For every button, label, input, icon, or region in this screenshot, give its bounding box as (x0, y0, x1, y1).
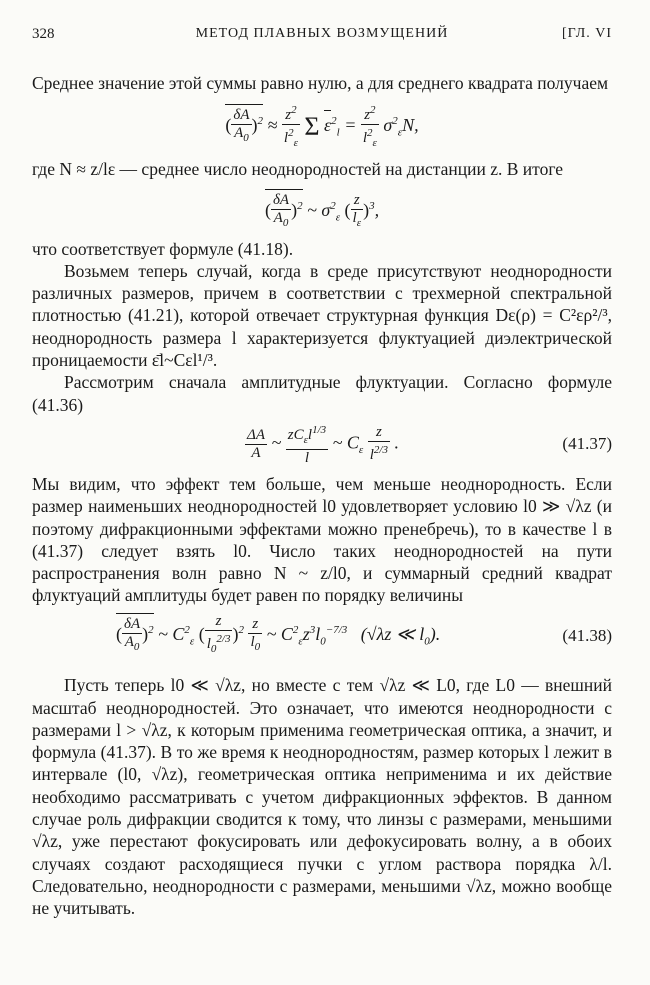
paragraph-5: Рассмотрим сначала амплитудные флуктуации. Согласно формуле (41.36) (32, 372, 612, 415)
chapter-label: [ГЛ. VI (562, 26, 612, 41)
paragraph-3: что соответствует формуле (41.18). (32, 238, 294, 259)
paragraph-1: Среднее значение этой суммы равно нулю, а для среднего квадрата получаем (32, 73, 609, 93)
page (32, 26, 612, 920)
paragraph-6: Мы видим, что эффект тем больше, чем меньше неоднородность. Если размер наименьших неоднородностей l0 удовлетворяет условию l0 ≫ √λz (и поэтому дифракционными эффектами можно пренебречь), то в качестве l в (41.37) следует взять l0. Число таких неоднородностей на пути распространения волн равно N ~ z/l0, и суммарный средний квадрат флуктуаций амплитуды будет равен по порядку величины (32, 473, 612, 606)
running-title: МЕТОД ПЛАВНЫХ ВОЗМУЩЕНИЙ (195, 26, 449, 41)
equation-number-41-37: (41.37) (562, 434, 612, 454)
equation-1: ( $\frac{\delta A}{A_0}$ )$^2$ ≈ $\frac{z^2}{l^2_\varepsilon}$ Σ $\varepsilon^2_l$ = $\frac{z^2}{l^2_\varepsilon}$ $\sigma^2_\varepsilon N$, (225, 104, 419, 150)
paragraph-7: Пусть теперь l0 ≪ √λz, но вместе с тем √λz ≪ L0, где L0 — внешний масштаб неоднородностей. Это означает, что имеются неоднородности с размерами l > √λz, к которым применима геометрическая оптика, а значит, и формула (41.37). В то же время к неоднородностям, размер которых l лежит в интервале (l0, √λz), геометрическая оптика неприменима и их действие необходимо рассматривать с учетом дифракционных эффектов. В данном случае роль дифракции сводится к тому, что линзы с размерами, меньшими √λz, уже перестают фокусировать или дефокусировать волну, а в обоих случаях создают расходящиеся пучки с углом раствора порядка λ/l. Следовательно, неоднородности с размерами, меньшими √λz, можно вообще не учитывать. (32, 675, 612, 919)
paragraph-4: Возьмем теперь случай, когда в среде присутствуют неоднородности различных размеров, причем в соответствии с трехмерной спектральной плотностью (41.21), которой отвечает структурная функция Dε(ρ) = C²ερ²/³, неоднородность размера l характеризуется флуктуацией диэлектрической проницаемости ε̄l~Cεl¹/³. (32, 260, 612, 371)
equation-number-41-38: (41.38) (562, 625, 612, 645)
equation-4: ( $\frac{\delta A}{A_0}$ )$^2$ ~ $C^2_\varepsilon$ ( $\frac{z}{l_0^{2/3}}$ )$^2$ $\frac{z}{l_0}$ ~ $C^2_\varepsilon z^3l_0^{-7/3}$ (√λz ≪ $l_0$). (41.38) (116, 613, 612, 656)
equation-2: ( $\frac{\delta A}{A_0}$ )$^2$ ~ $\sigma^2_\varepsilon$ ( $\frac{z}{l_\varepsilon}$ )$^3$, (32, 189, 612, 232)
equation-3: $\frac{\Delta A}{A}$ ~ $\frac{zC_\varepsilon l^{1/3}}{l}$ ~ $C_\varepsilon$ $\frac{z}{l^{2/3}}$ . (41.37) (247, 423, 612, 466)
paragraph-2: где N ≈ z/lε — среднее число неоднородностей на дистанции z. В итоге (32, 159, 564, 180)
page-number: 328 (32, 26, 55, 42)
page-header (32, 26, 612, 50)
